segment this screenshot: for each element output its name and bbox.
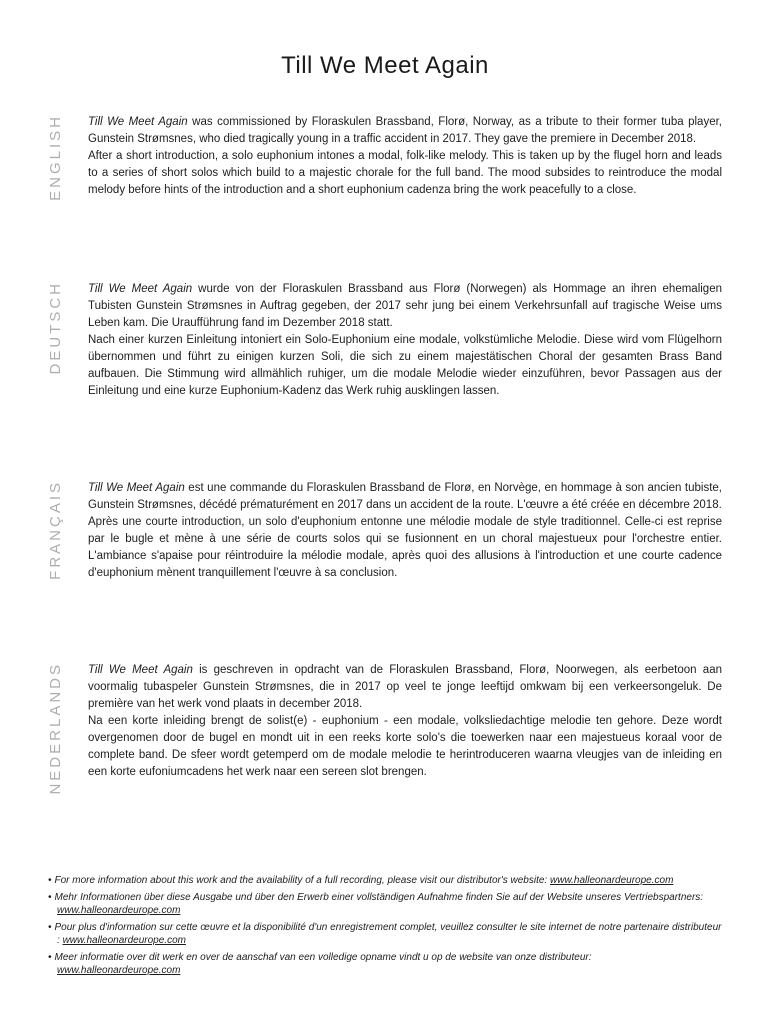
language-label-column	[48, 281, 88, 375]
paragraph	[88, 281, 722, 332]
paragraph	[88, 480, 722, 514]
footer-text: Mehr Informationen über diese Ausgabe und über den Erwerb einer vollständigen Aufnahme finden Sie auf der Website unseres Vertriebspartners:	[54, 891, 704, 903]
bullet: •	[48, 891, 52, 903]
language-label-column	[48, 480, 88, 580]
page-title: Till We Meet Again	[281, 52, 489, 79]
paragraph	[88, 114, 722, 148]
footer	[48, 874, 722, 978]
footer-text: Pour plus d'information sur cette œuvre et la disponibilité d'un enregistrement complet, veuillez consulter le site internet de notre partenaire distributeur :	[54, 921, 722, 947]
paragraph: After a short introduction, a solo euphonium intones a modal, folk-like melody. This is taken up by the flugel horn and leads to a series of short solos which build to a majestic chorale for the full band. The mood subsides to reintroduce the modal melody before hints of the introduction and a short euphonium cadenza bring the work peacefully to a close.	[88, 150, 722, 196]
distributor-link[interactable]: www.halleonardeurope.com	[57, 965, 181, 977]
footer-text: Meer informatie over dit werk en over de aanschaf van een volledige opname vindt u op de website van onze distributeur:	[54, 951, 592, 963]
distributor-link[interactable]: www.halleonardeurope.com	[57, 905, 181, 917]
paragraph: Nach einer kurzen Einleitung intoniert ein Solo-Euphonium eine modale, volkstümliche Melodie. Diese wird vom Flügelhorn übernommen und führt zu einigen kurzen Soli, die sich zu einem majestätischen Choral der gesamten Brass Band aufbauen. Die Stimmung wird allmählich ruhiger, um die modale Melodie wieder einzuführen, bevor Passagen aus der Einleitung und eine kurze Euphonium-Kadenz das Werk ruhig ausklingen lassen.	[88, 333, 722, 397]
footer-item-nederlands	[48, 951, 722, 978]
language-label-francais: FRANÇAIS	[47, 479, 64, 580]
language-label-nederlands: NEDERLANDS	[47, 661, 64, 795]
section-francais	[48, 480, 722, 582]
section-text	[88, 480, 722, 582]
section-english	[48, 114, 722, 201]
language-label-column	[48, 114, 88, 201]
section-nederlands	[48, 662, 722, 795]
work-title: Till We Meet Again	[88, 116, 188, 128]
work-title: Till We Meet Again	[88, 481, 185, 494]
footer-item-francais	[48, 921, 722, 948]
language-label-deutsch: DEUTSCH	[47, 280, 64, 375]
language-label-english: ENGLISH	[47, 114, 64, 201]
section-text	[88, 662, 722, 781]
work-title: Till We Meet Again	[88, 282, 193, 295]
section-deutsch	[48, 281, 722, 400]
paragraph-text: est une commande du Floraskulen Brassband de Florø, en Norvège, en hommage à son ancien tubiste, Gunstein Strømsnes, décédé prématurément en 2017 dans un accident de la route. L'œuvre a été créée en décembre 2018.	[88, 481, 722, 511]
distributor-link[interactable]: www.halleonardeurope.com	[550, 875, 674, 887]
bullet: •	[48, 875, 52, 887]
section-text	[88, 281, 722, 400]
paragraph: Na een korte inleiding brengt de solist(e) - euphonium - een modale, volksliedachtige melodie ten gehore. Deze wordt overgenomen door de bugel en mondt uit in een reeks korte solo's die toewerken naar een majestueus koraal voor de complete band. De sfeer wordt getemperd om de modale melodie te herintroduceren waarna vleugjes van de inleiding en een korte eufoniumcadens het werk naar een sereen slot brengen.	[88, 714, 722, 778]
language-label-column	[48, 662, 88, 795]
work-title: Till We Meet Again	[88, 663, 193, 676]
paragraph-text: was commissioned by Floraskulen Brassband, Florø, Norway, as a tribute to their former tuba player, Gunstein Strømsnes, who died tragically young in a traffic accident in 2017. They gave the premiere in December 2018.	[88, 116, 722, 145]
footer-item-deutsch	[48, 891, 722, 918]
paragraph	[88, 662, 722, 713]
section-text	[88, 114, 722, 199]
footer-text: For more information about this work and the availability of a full recording, please visit our distributor's website:	[54, 875, 550, 887]
paragraph-text: is geschreven in opdracht van de Floraskulen Brassband, Florø, Noorwegen, als eerbetoon aan voormalig tubaspeler Gunstein Strømsnes, die in 2017 op veel te jonge leeftijd omkwam bij een verkeersongeluk. De première van het werk vond plaats in december 2018.	[88, 663, 722, 710]
paragraph: Après une courte introduction, un solo d'euphonium entonne une mélodie modale de style traditionnel. Celle-ci est reprise par le bugle et mène à une série de courts solos qui se fusionnent en un choral majestueux pour l'orchestre entier. L'ambiance s'apaise pour réintroduire la mélodie modale, après quoi des allusions à l'introduction et une courte cadence d'euphonium mènent tranquillement l'œuvre à sa conclusion.	[88, 515, 722, 579]
bullet: •	[48, 951, 52, 963]
paragraph-text: wurde von der Floraskulen Brassband aus Florø (Norwegen) als Hommage an ihren ehemaligen Tubisten Gunstein Strømsnes in Auftrag gegeben, der 2017 sehr jung bei einem Verkehrsunfall auf tragische Weise ums Leben kam. Die Uraufführung fand im Dezember 2018 statt.	[88, 282, 722, 329]
bullet: •	[48, 921, 52, 933]
footer-item-english	[48, 874, 722, 888]
distributor-link[interactable]: www.halleonardeurope.com	[62, 935, 186, 947]
